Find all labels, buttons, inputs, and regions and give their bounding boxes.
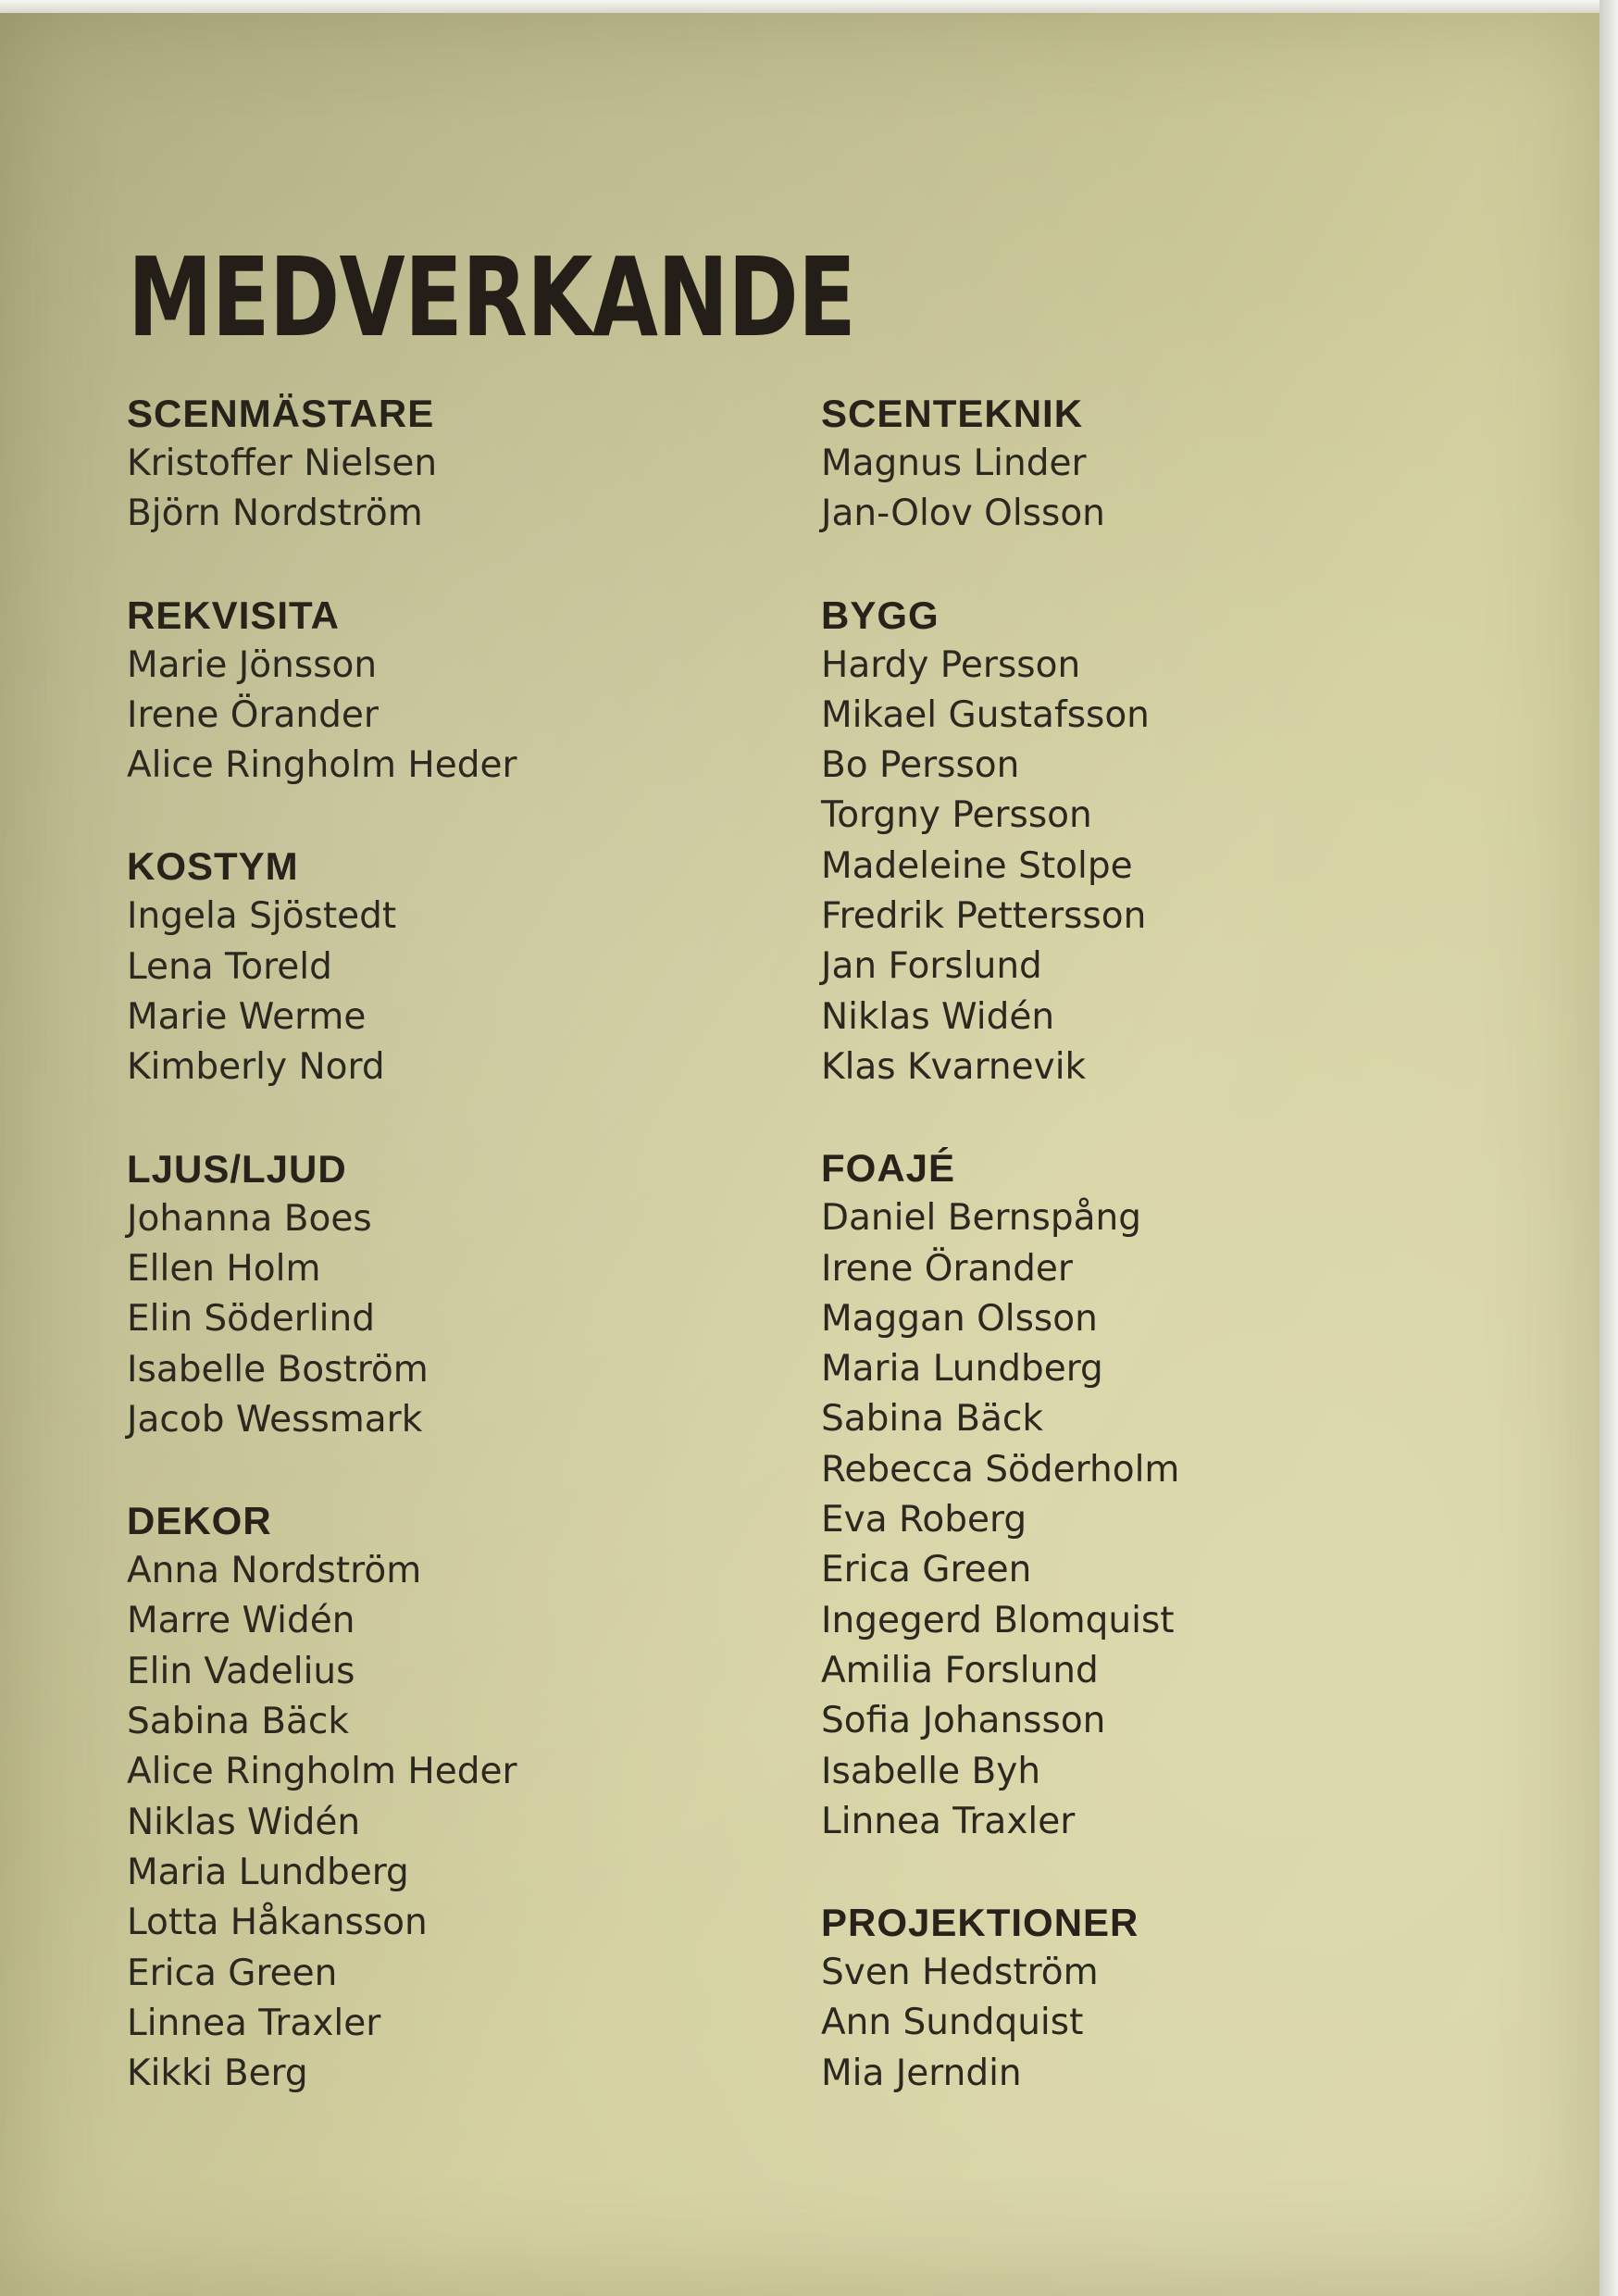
- credit-name: Irene Örander: [821, 1247, 1073, 1290]
- credit-name: Jan Forslund: [821, 945, 1042, 988]
- name-list: [127, 641, 719, 792]
- credit-name: Erica Green: [821, 1549, 1032, 1591]
- credit-section-kostym: [127, 842, 719, 1092]
- section-heading: SCENTEKNIK: [821, 392, 1084, 435]
- section-heading: LJUS/LJUD: [127, 1146, 347, 1191]
- credit-name: Mia Jerndin: [821, 2052, 1022, 2094]
- name-list: [821, 1948, 1413, 2099]
- credit-name: Hardy Persson: [821, 643, 1081, 686]
- credit-section-dekor: [127, 1496, 719, 2099]
- credit-section-bygg: [821, 591, 1413, 1093]
- credit-name: Madeleine Stolpe: [821, 844, 1133, 887]
- credit-section-scenteknik: [821, 389, 1413, 540]
- credit-section-ljus-ljud: [127, 1144, 719, 1445]
- credit-name: Fredrik Pettersson: [821, 895, 1147, 938]
- scan-top-edge: [0, 0, 1618, 13]
- credit-name: Björn Nordström: [127, 493, 423, 535]
- credit-name: Lotta Håkansson: [127, 1902, 428, 1944]
- credit-name: Maria Lundberg: [127, 1851, 409, 1893]
- scan-right-edge: [1599, 0, 1618, 2296]
- credit-name: Maggan Olsson: [821, 1297, 1098, 1340]
- name-list: [127, 1546, 719, 2099]
- credit-name: Mikael Gustafsson: [821, 693, 1150, 736]
- credit-name: Irene Örander: [127, 693, 379, 736]
- credit-name: Ann Sundquist: [821, 2002, 1084, 2044]
- credit-name: Eva Roberg: [821, 1499, 1027, 1541]
- credit-name: Kikki Berg: [127, 2053, 308, 2095]
- credit-name: Ingegerd Blomquist: [821, 1599, 1175, 1641]
- credit-name: Sabina Bäck: [821, 1398, 1043, 1441]
- credit-section-foaje: [821, 1143, 1413, 1847]
- credit-name: Sven Hedström: [821, 1952, 1099, 1994]
- credit-name: Jan-Olov Olsson: [821, 493, 1105, 535]
- credit-name: Elin Vadelius: [127, 1650, 355, 1692]
- credit-name: Magnus Linder: [821, 443, 1087, 484]
- credit-name: Marre Widén: [127, 1600, 355, 1642]
- credit-name: Alice Ringholm Heder: [127, 1751, 517, 1793]
- credit-name: Linnea Traxler: [127, 2002, 381, 2044]
- credit-name: Erica Green: [127, 1952, 338, 1994]
- section-heading: FOAJÉ: [821, 1146, 956, 1191]
- credit-name: Daniel Bernspång: [821, 1197, 1141, 1240]
- credit-name: Jacob Wessmark: [127, 1398, 423, 1441]
- section-heading: KOSTYM: [127, 844, 299, 889]
- credit-name: Isabelle Byh: [821, 1750, 1041, 1792]
- name-list: [127, 1194, 719, 1445]
- credit-name: Linnea Traxler: [821, 1800, 1076, 1842]
- section-heading: BYGG: [821, 593, 940, 637]
- section-heading: SCENMÄSTARE: [127, 392, 435, 435]
- credit-section-scenmastare: [127, 389, 719, 540]
- credit-name: Niklas Widén: [821, 995, 1055, 1038]
- credit-name: Rebecca Söderholm: [821, 1448, 1180, 1491]
- credits-column-left: [127, 389, 719, 2150]
- credit-name: Marie Jönsson: [127, 643, 378, 686]
- name-list: [821, 641, 1413, 1093]
- credit-name: Ingela Sjöstedt: [127, 895, 397, 938]
- credit-name: Ellen Holm: [127, 1247, 321, 1290]
- credit-name: Niklas Widén: [127, 1801, 361, 1843]
- credit-section-projektioner: [821, 1898, 1413, 2099]
- credit-name: Anna Nordström: [127, 1550, 422, 1592]
- credit-name: Amilia Forslund: [821, 1649, 1099, 1691]
- credit-name: Lena Toreld: [127, 945, 332, 988]
- name-list: [127, 892, 719, 1092]
- credits-column-right: [821, 389, 1413, 2150]
- name-list: [821, 1193, 1413, 1847]
- name-list: [127, 439, 719, 540]
- credit-name: Johanna Boes: [127, 1197, 372, 1240]
- section-heading: PROJEKTIONER: [821, 1901, 1139, 1945]
- credit-name: Elin Söderlind: [127, 1298, 375, 1341]
- credit-name: Klas Kvarnevik: [821, 1045, 1087, 1088]
- credit-name: Isabelle Boström: [127, 1348, 429, 1391]
- page-title: MEDVERKANDE: [128, 233, 856, 361]
- credit-name: Torgny Persson: [821, 794, 1092, 837]
- section-heading: REKVISITA: [127, 593, 340, 637]
- credit-name: Maria Lundberg: [821, 1348, 1103, 1391]
- section-heading: DEKOR: [127, 1499, 272, 1543]
- credit-name: Marie Werme: [127, 996, 367, 1039]
- credit-name: Sofia Johansson: [821, 1700, 1106, 1742]
- name-list: [821, 439, 1413, 540]
- credit-name: Kimberly Nord: [127, 1046, 385, 1089]
- credit-name: Alice Ringholm Heder: [127, 744, 517, 787]
- credit-name: Bo Persson: [821, 744, 1020, 787]
- credit-name: Sabina Bäck: [127, 1701, 349, 1743]
- credit-section-rekvisita: [127, 591, 719, 792]
- credit-name: Kristoffer Nielsen: [127, 443, 438, 484]
